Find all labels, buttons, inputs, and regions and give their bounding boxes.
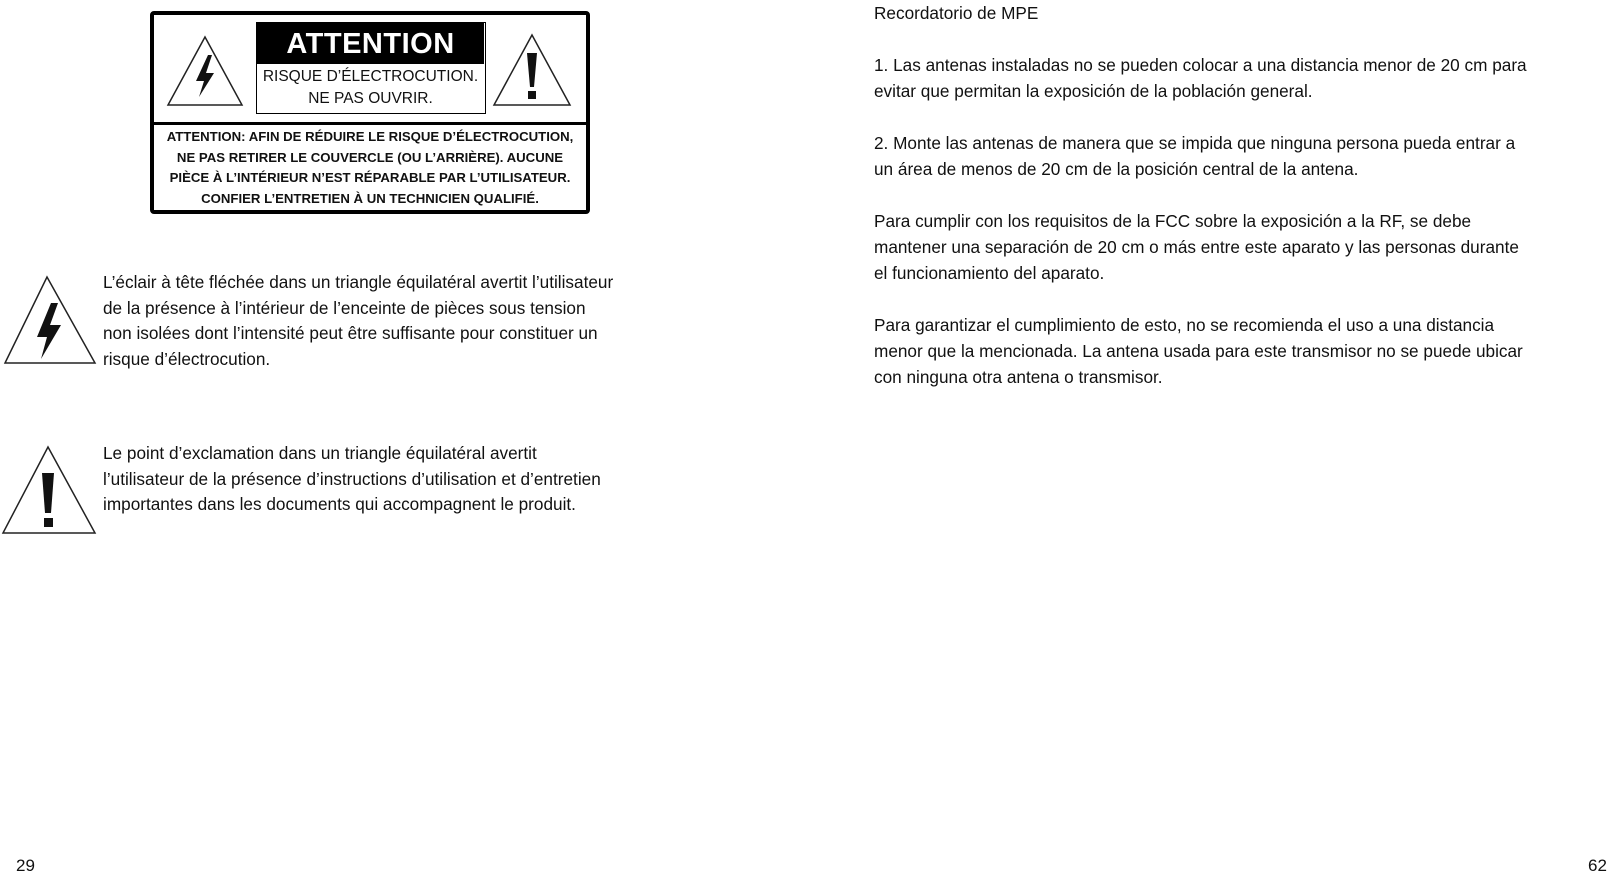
text-line: Para garantizar el cumplimiento de esto, no se recomienda el uso a una distancia [874, 315, 1495, 335]
text-line: con ninguna otra antena o transmisor. [874, 367, 1163, 387]
text-line: importantes dans les documents qui accompagnent le produit. [103, 494, 576, 514]
left-page-number: 29 [16, 856, 35, 875]
text-line: un área de menos de 20 cm de la posición central de la antena. [874, 159, 1359, 179]
attention-notice [154, 127, 586, 209]
text-line: risque d’électrocution. [103, 348, 271, 369]
text-line: Para cumplir con los requisitos de la FCC sobre la exposición a la RF, se debe [874, 211, 1472, 231]
text-line: 1. Las antenas instaladas no se pueden colocar a una distancia menor de 20 cm para [874, 55, 1527, 75]
exclamation-triangle-icon [1, 445, 97, 535]
text-line: Le point d’exclamation dans un triangle équilatéral avertit [103, 443, 537, 463]
lightning-description [103, 270, 613, 372]
attention-title: ATTENTION [257, 23, 484, 64]
attention-notice-line: ATTENTION: AFIN DE RÉDUIRE LE RISQUE D’ÉLECTROCUTION, [166, 129, 574, 144]
text-line: evitar que permitan la exposición de la población general. [874, 81, 1313, 101]
text-line: de la présence à l’intérieur de l’enceinte de pièces sous tension [103, 297, 586, 318]
attention-notice-line: CONFIER L’ENTRETIEN À UN TECHNICIEN QUALIFIÉ. [201, 190, 539, 206]
right-page-number: 62 [1588, 856, 1607, 875]
exclamation-description [103, 441, 601, 518]
attention-line-2: NE PAS OUVRIR. [308, 90, 433, 107]
lightning-warning-icon [166, 35, 244, 107]
exclamation-warning-icon [492, 33, 572, 107]
text-line: mantener una separación de 20 cm o más entre este aparato y las personas durante [874, 237, 1519, 257]
mpe-reminder [874, 0, 1614, 390]
attention-label [150, 11, 590, 214]
mpe-heading: Recordatorio de MPE [874, 3, 1039, 23]
text-line: el funcionamiento del aparato. [874, 263, 1105, 283]
attention-label-header [154, 15, 586, 125]
lightning-triangle-icon [3, 275, 97, 365]
text-line: non isolées dont l’intensité peut être suffisante pour constituer un [103, 323, 598, 343]
attention-notice-line: NE PAS RETIRER LE COUVERCLE (OU L’ARRIÈRE). AUCUNE [176, 149, 564, 165]
text-line: L’éclair à tête fléchée dans un triangle équilatéral avertit l’utilisateur [103, 272, 614, 292]
text-line: 2. Monte las antenas de manera que se impida que ninguna persona pueda entrar a [874, 133, 1516, 153]
attention-notice-line: PIÈCE À L’INTÉRIEUR N’EST RÉPARABLE PAR L’UTILISATEUR. [169, 170, 571, 185]
text-line: menor que la mencionada. La antena usada para este transmisor no se puede ubicar [874, 341, 1523, 361]
attention-title-box [256, 22, 486, 114]
text-line: l’utilisateur de la présence d’instructions d’utilisation et d’entretien [103, 468, 601, 489]
attention-line-1: RISQUE D’ÉLECTROCUTION. [262, 68, 479, 85]
